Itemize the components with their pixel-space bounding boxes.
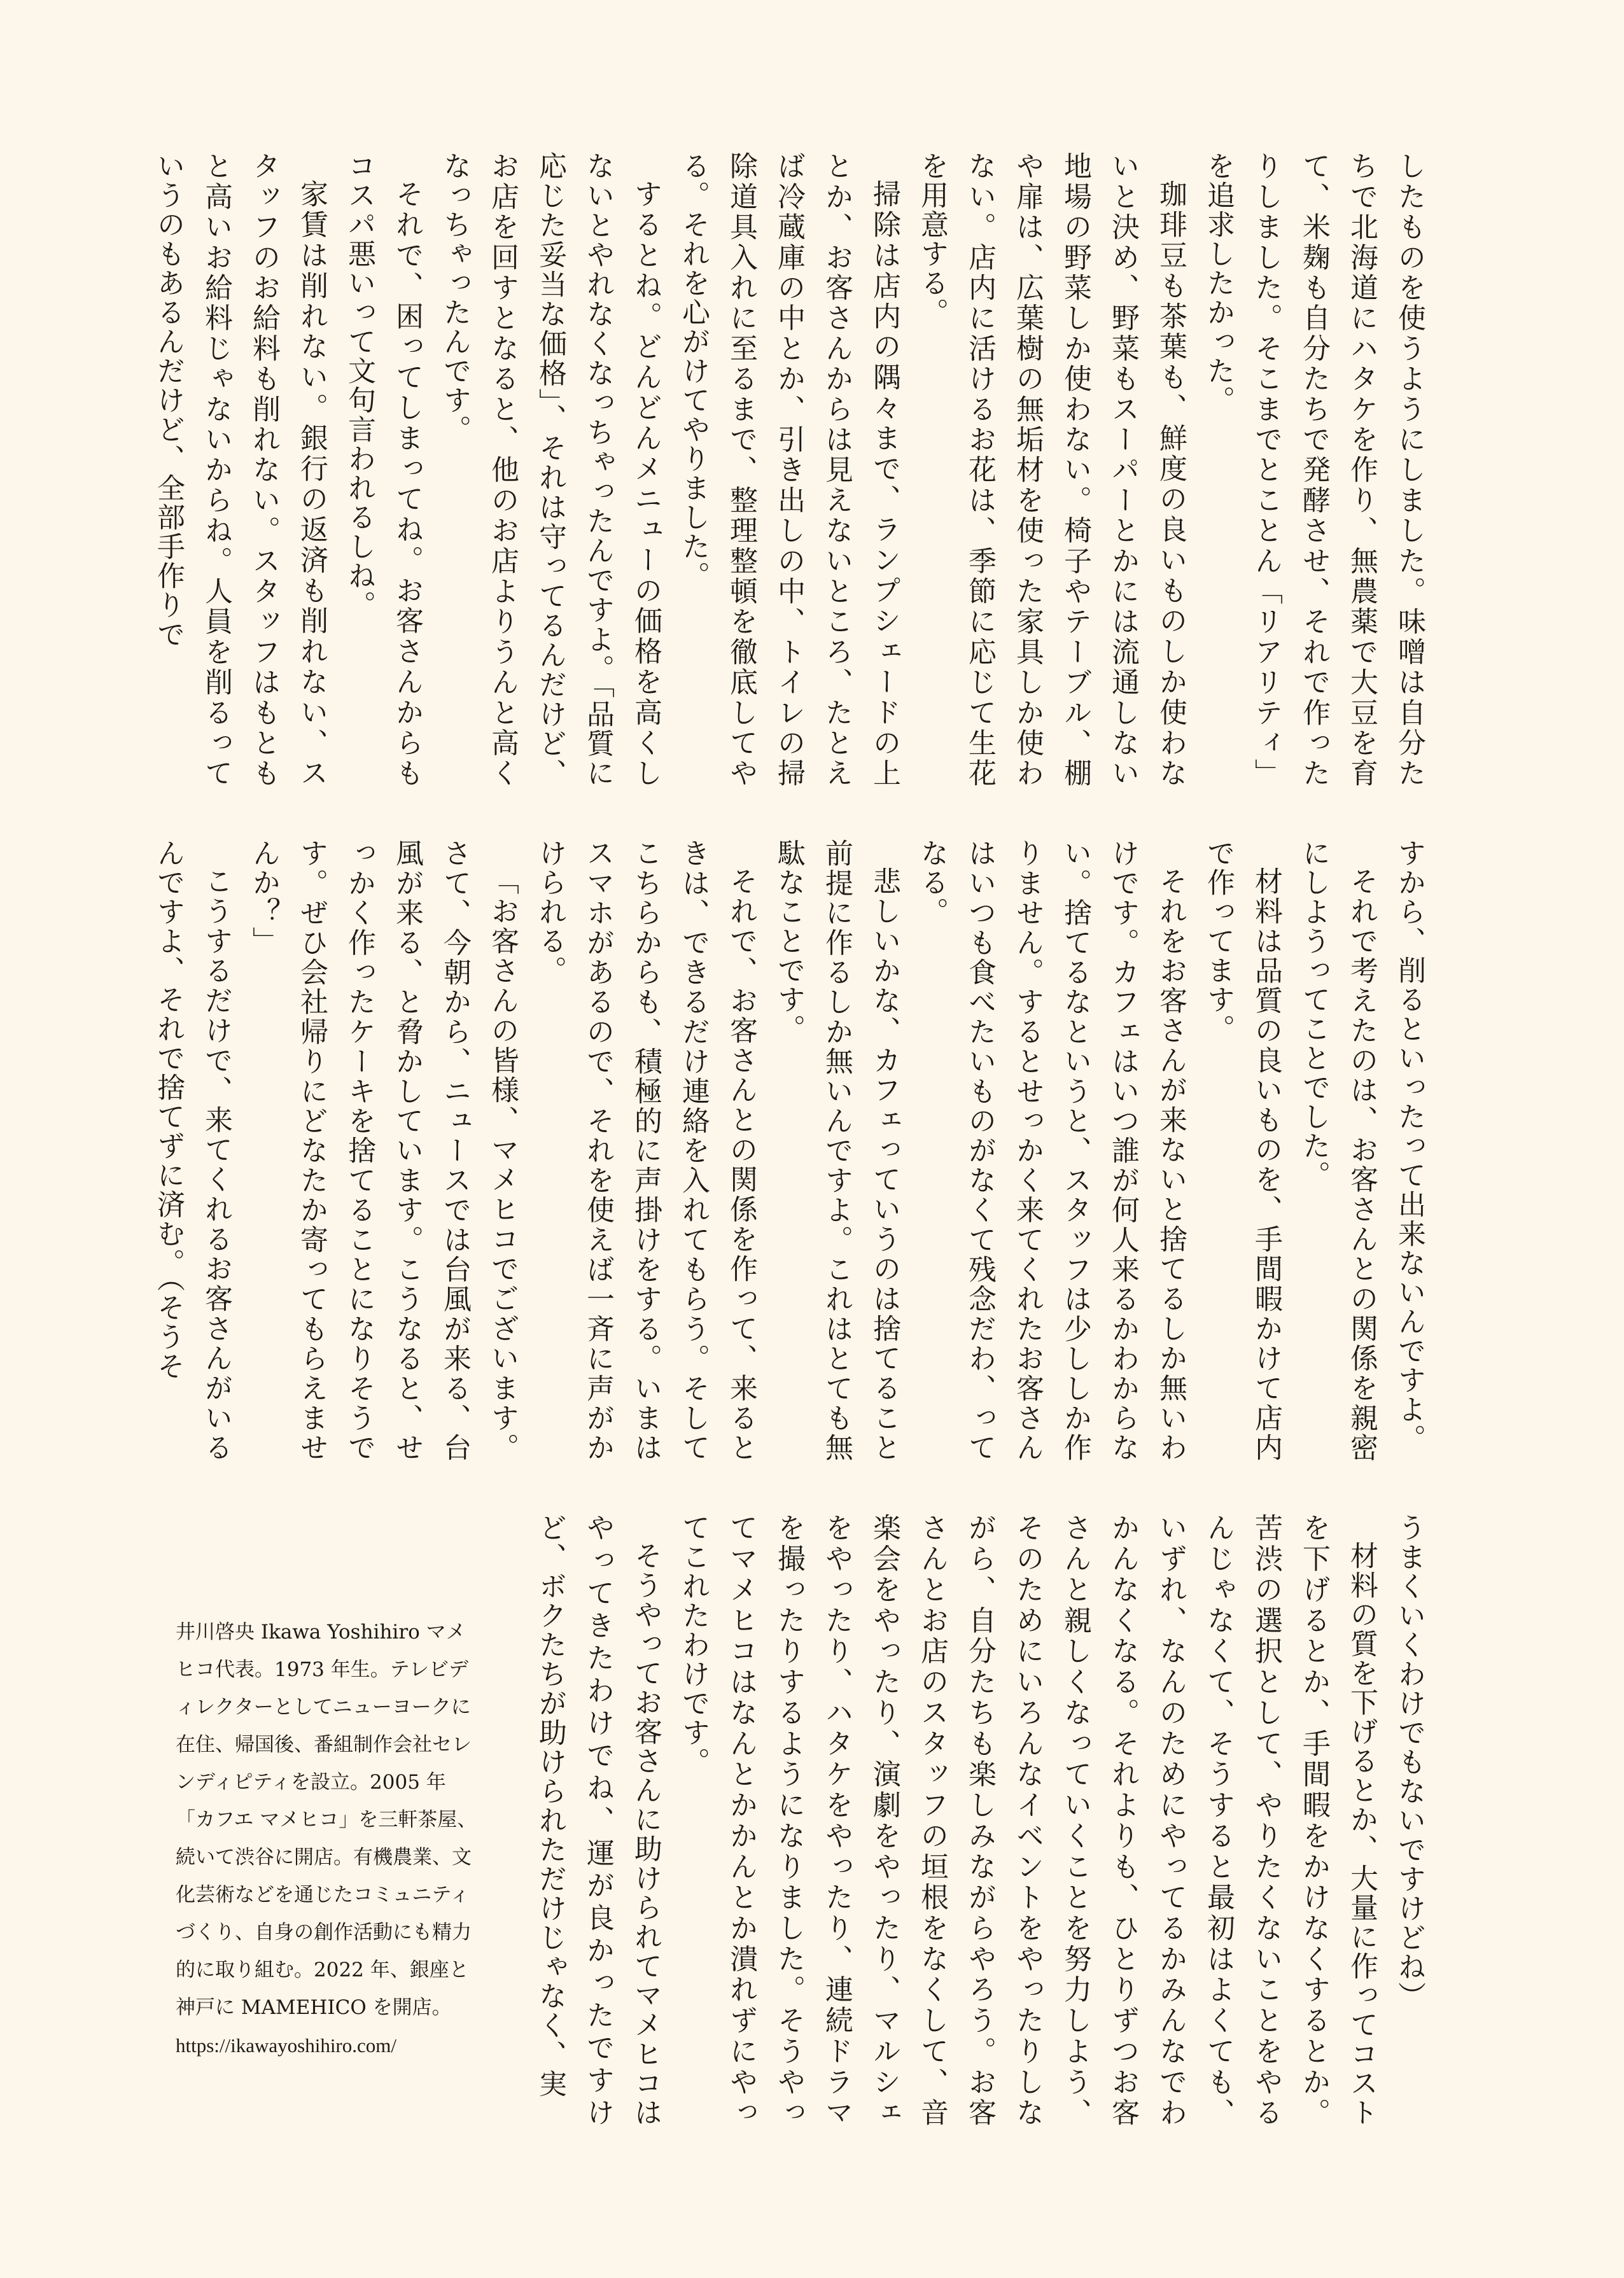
article-paragraph: 悲しいかな、カフェっていうのは捨てること前提に作るしか無いんですよ。これはとても無駄なことです。	[773, 839, 900, 1462]
article-paragraph: すから、削るといったって出来ないんですよ。	[1393, 839, 1425, 1453]
author-bio	[176, 1614, 477, 2064]
article-paragraph: 掃除は店内の隅々まで、ランプシェードの上とか、お客さんからは見えないところ、たとえば冷蔵庫の中とか、引き出しの中、トイレの掃除道具入れに至るまで、整理整頓を徹底してやる。それを心がけてやりました。	[677, 151, 900, 788]
author-bio-text: 井川啓央 Ikawa Yoshihiro マメヒコ代表。1973 年生。テレビディレクターとしてニューヨークに在住、帰国後、番組制作会社セレンディピティを設立。2005 年「カフエ マメヒコ」を三軒茶屋、続いて渋谷に開店。有機農業、文化芸術などを通じたコミュニティづくり、自身の創作活動にも精力的に取り組む。2022 年、銀座と神戸に MAMEHICO を開店。	[176, 1621, 477, 2019]
article-paragraph: するとね。どんどんメニューの価格を高くしないとやれなくなっちゃったんですよ。「品質に応じた妥当な価格」、それは守ってるんだけど、お店を回すとなると、他のお店よりうんと高くなっちゃったんです。	[438, 151, 662, 788]
article-paragraph: 「お客さんの皆様、マメヒコでございます。さて、今朝から、ニュースでは台風が来る、台風が来る、と脅かしています。こうなると、せっかく作ったケーキを捨てることになりそうです。ぜひ会社帰りにどなたか寄ってもらえませんか？」	[248, 839, 519, 1462]
article-paragraph: したものを使うようにしました。味噌は自分たちで北海道にハタケを作り、無農薬で大豆を育て、米麹も自分たちで発酵させ、それで作ったりしました。そこまでとことん「リアリティ」を追求したかった。	[1202, 151, 1425, 788]
author-url: https://ikawayoshihiro.com/	[176, 2034, 396, 2057]
article-paragraph: 家賃は削れない。銀行の返済も削れない、スタッフのお給料も削れない。スタッフはもともと高いお給料じゃないからね。人員を削るっていうのもあるんだけど、全部手作りで	[152, 151, 328, 788]
article-paragraph: それで、お客さんとの関係を作って、来るときは、できるだけ連絡を入れてもらう。そしてこちらからも、積極的に声掛けをする。いまはスマホがあるので、それを使えば一斉に声がかけられる。	[534, 839, 757, 1463]
article-paragraph: うまくいくわけでもないですけどね）	[1393, 1513, 1425, 2011]
article-paragraph: そうやってお客さんに助けられてマメヒコはやってきたわけでね、運が良かったですけど、ボクたちが助けられただけじゃなく、実	[534, 1513, 662, 2127]
article-paragraph: こうするだけで、来てくれるお客さんがいるんですよ、それで捨てずに済む。（そうそ	[152, 839, 232, 1462]
article-paragraph: 材料の質を下げるとか、大量に作ってコストを下げるとか、手間暇をかけなくするとか。苦渋の選択として、やりたくないことをやるんじゃなくて、そうすると最初はよくても、いずれ、なんのためにやってるかみんなでわかんなくなる。それよりも、ひとりずつお客さんと親しくなっていくことを努力しよう、そのためにいろんなイベントをやったりしながら、自分たちも楽しみながらやろう。お客さんとお店のスタッフの垣根をなくして、音楽会をやったり、演劇をやったり、マルシェをやったり、ハタケをやったり、連続ドラマを撮ったりするようになりました。そうやってマメヒコはなんとかかんとか潰れずにやってこれたわけです。	[677, 1513, 1378, 2127]
article-middle-tier	[152, 839, 1433, 1463]
article-paragraph: それで考えたのは、お客さんとの関係を親密にしようってことでした。	[1298, 839, 1378, 1462]
article-paragraph: それをお客さんが来ないと捨てるしか無いわけです。カフェはいつ誰が何人来るかわからない。捨てるなというと、スタッフは少ししか作りません。するとせっかく来てくれたお客さんはいつも食べたいものがなくて残念だわ、ってなる。	[916, 839, 1187, 1463]
article-top-tier	[152, 151, 1433, 788]
article-paragraph: それで、困ってしまってね。お客さんからもコスパ悪いって文句言われるしね。	[343, 151, 423, 788]
article-paragraph: 材料は品質の良いものを、手間暇かけて店内で作ってます。	[1202, 839, 1282, 1462]
article-paragraph: 珈琲豆も茶葉も、鮮度の良いものしか使わないと決め、野菜もスーパーとかには流通しない地場の野菜しか使わない。椅子やテーブル、棚や扉は、広葉樹の無垢材を使った家具しか使わない。店内に活けるお花は、季節に応じて生花を用意する。	[916, 151, 1187, 788]
article-bottom-tier	[534, 1513, 1433, 2127]
